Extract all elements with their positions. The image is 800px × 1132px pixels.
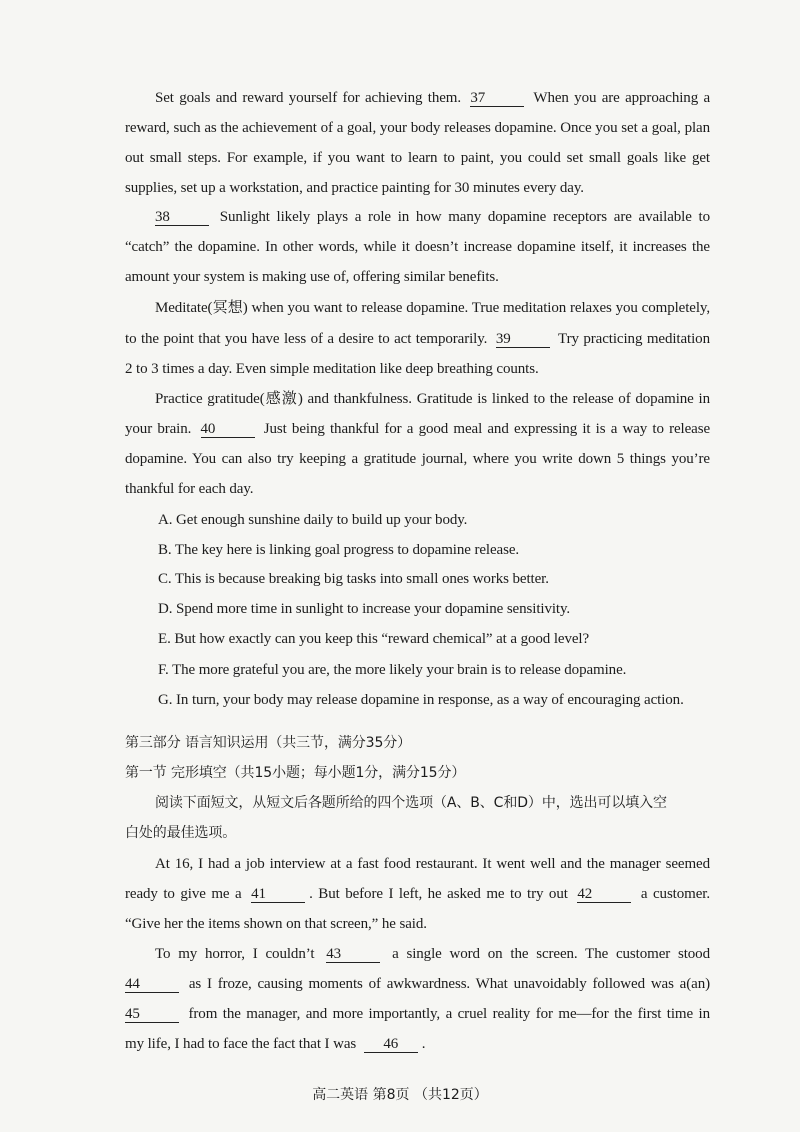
blank-44: 44: [125, 976, 179, 993]
text: my life, I had to face the fact that I was: [125, 1036, 357, 1052]
text: .: [421, 1036, 426, 1052]
option-g: G. In turn, your body may release dopamine in response, as a way of encouraging action.: [158, 692, 684, 708]
text: Try practicing meditation: [558, 331, 710, 347]
blank-38: 38: [155, 209, 209, 226]
passage-line: amount your system is making use of, offering similar benefits.: [125, 269, 499, 285]
passage-line: thankful for each day.: [125, 481, 254, 497]
option-f: F. The more grateful you are, the more likely your brain is to release dopamine.: [158, 662, 627, 678]
passage-line: out small steps. For example, if you want to learn to paint, you could set small goals like get: [125, 150, 710, 166]
text: as I froze, causing moments of awkwardness. What unavoidably followed was a(an): [188, 976, 710, 992]
text: . But before I left, he asked me to try out: [309, 886, 568, 902]
section-heading: 第一节 完形填空（共15小题；每小题1分，满分15分）: [125, 765, 466, 781]
passage-line: [125, 1004, 710, 1024]
passage-line: Meditate(冥想) when you want to release dopamine. True meditation relaxes you completely,: [155, 300, 710, 316]
blank-42: 42: [577, 886, 631, 903]
option-a: A. Get enough sunshine daily to build up your body.: [158, 512, 468, 528]
passage-line: [155, 207, 710, 227]
text: ready to give me a: [125, 886, 242, 902]
blank-43: 43: [326, 946, 380, 963]
text: a single word on the screen. The customer stood: [392, 946, 710, 962]
passage-line: supplies, set up a workstation, and practice painting for 30 minutes every day.: [125, 180, 584, 196]
text: Just being thankful for a good meal and expressing it is a way to release: [263, 421, 711, 437]
passage-line: [125, 1034, 710, 1054]
text: Set goals and reward yourself for achieving them.: [155, 90, 461, 106]
blank-40: 40: [201, 421, 255, 438]
passage-line: [125, 884, 710, 904]
option-b: B. The key here is linking goal progress to dopamine release.: [158, 542, 520, 558]
part-heading: 第三部分 语言知识运用（共三节，满分35分）: [125, 735, 412, 751]
passage-line: “Give her the items shown on that screen,” he said.: [125, 916, 427, 932]
passage-line: At 16, I had a job interview at a fast food restaurant. It went well and the manager seemed: [155, 856, 710, 872]
text: To my horror, I couldn’t: [155, 946, 315, 962]
passage-line: 2 to 3 times a day. Even simple meditation like deep breathing counts.: [125, 361, 539, 377]
instruction-line: 白处的最佳选项。: [125, 825, 237, 841]
passage-line: [125, 329, 710, 349]
blank-45: 45: [125, 1006, 179, 1023]
text: a customer.: [640, 886, 710, 902]
blank-41: 41: [251, 886, 305, 903]
passage-line: Practice gratitude(感激) and thankfulness. Gratitude is linked to the release of dopamine in: [155, 391, 710, 407]
passage-line: reward, such as the achievement of a goal, your body releases dopamine. Once you set a goal, plan: [125, 120, 710, 136]
passage-line: “catch” the dopamine. In other words, while it doesn’t increase dopamine itself, it increases the: [125, 239, 710, 255]
instruction-line: 阅读下面短文，从短文后各题所给的四个选项（A、B、C和D）中，选出可以填入空: [155, 795, 667, 811]
passage-line: dopamine. You can also try keeping a gratitude journal, where you write down 5 things you’re: [125, 451, 710, 467]
passage-line: [155, 944, 710, 964]
passage-line: [125, 974, 710, 994]
text: When you are approaching a: [533, 90, 710, 106]
text: Sunlight likely plays a role in how many dopamine receptors are available to: [219, 209, 710, 225]
blank-46: 46: [364, 1036, 418, 1053]
blank-39: 39: [496, 331, 550, 348]
blank-37: 37: [470, 90, 524, 107]
text: to the point that you have less of a desire to act temporarily.: [125, 331, 488, 347]
text: from the manager, and more importantly, a cruel reality for me—for the first time in: [188, 1006, 710, 1022]
page-footer: 高二英语 第8页 （共12页）: [312, 1087, 488, 1103]
option-d: D. Spend more time in sunlight to increase your dopamine sensitivity.: [158, 601, 571, 617]
option-e: E. But how exactly can you keep this “reward chemical” at a good level?: [158, 631, 590, 647]
option-c: C. This is because breaking big tasks into small ones works better.: [158, 571, 549, 587]
passage-line: [155, 88, 710, 108]
passage-line: [125, 419, 710, 439]
text: your brain.: [125, 421, 192, 437]
